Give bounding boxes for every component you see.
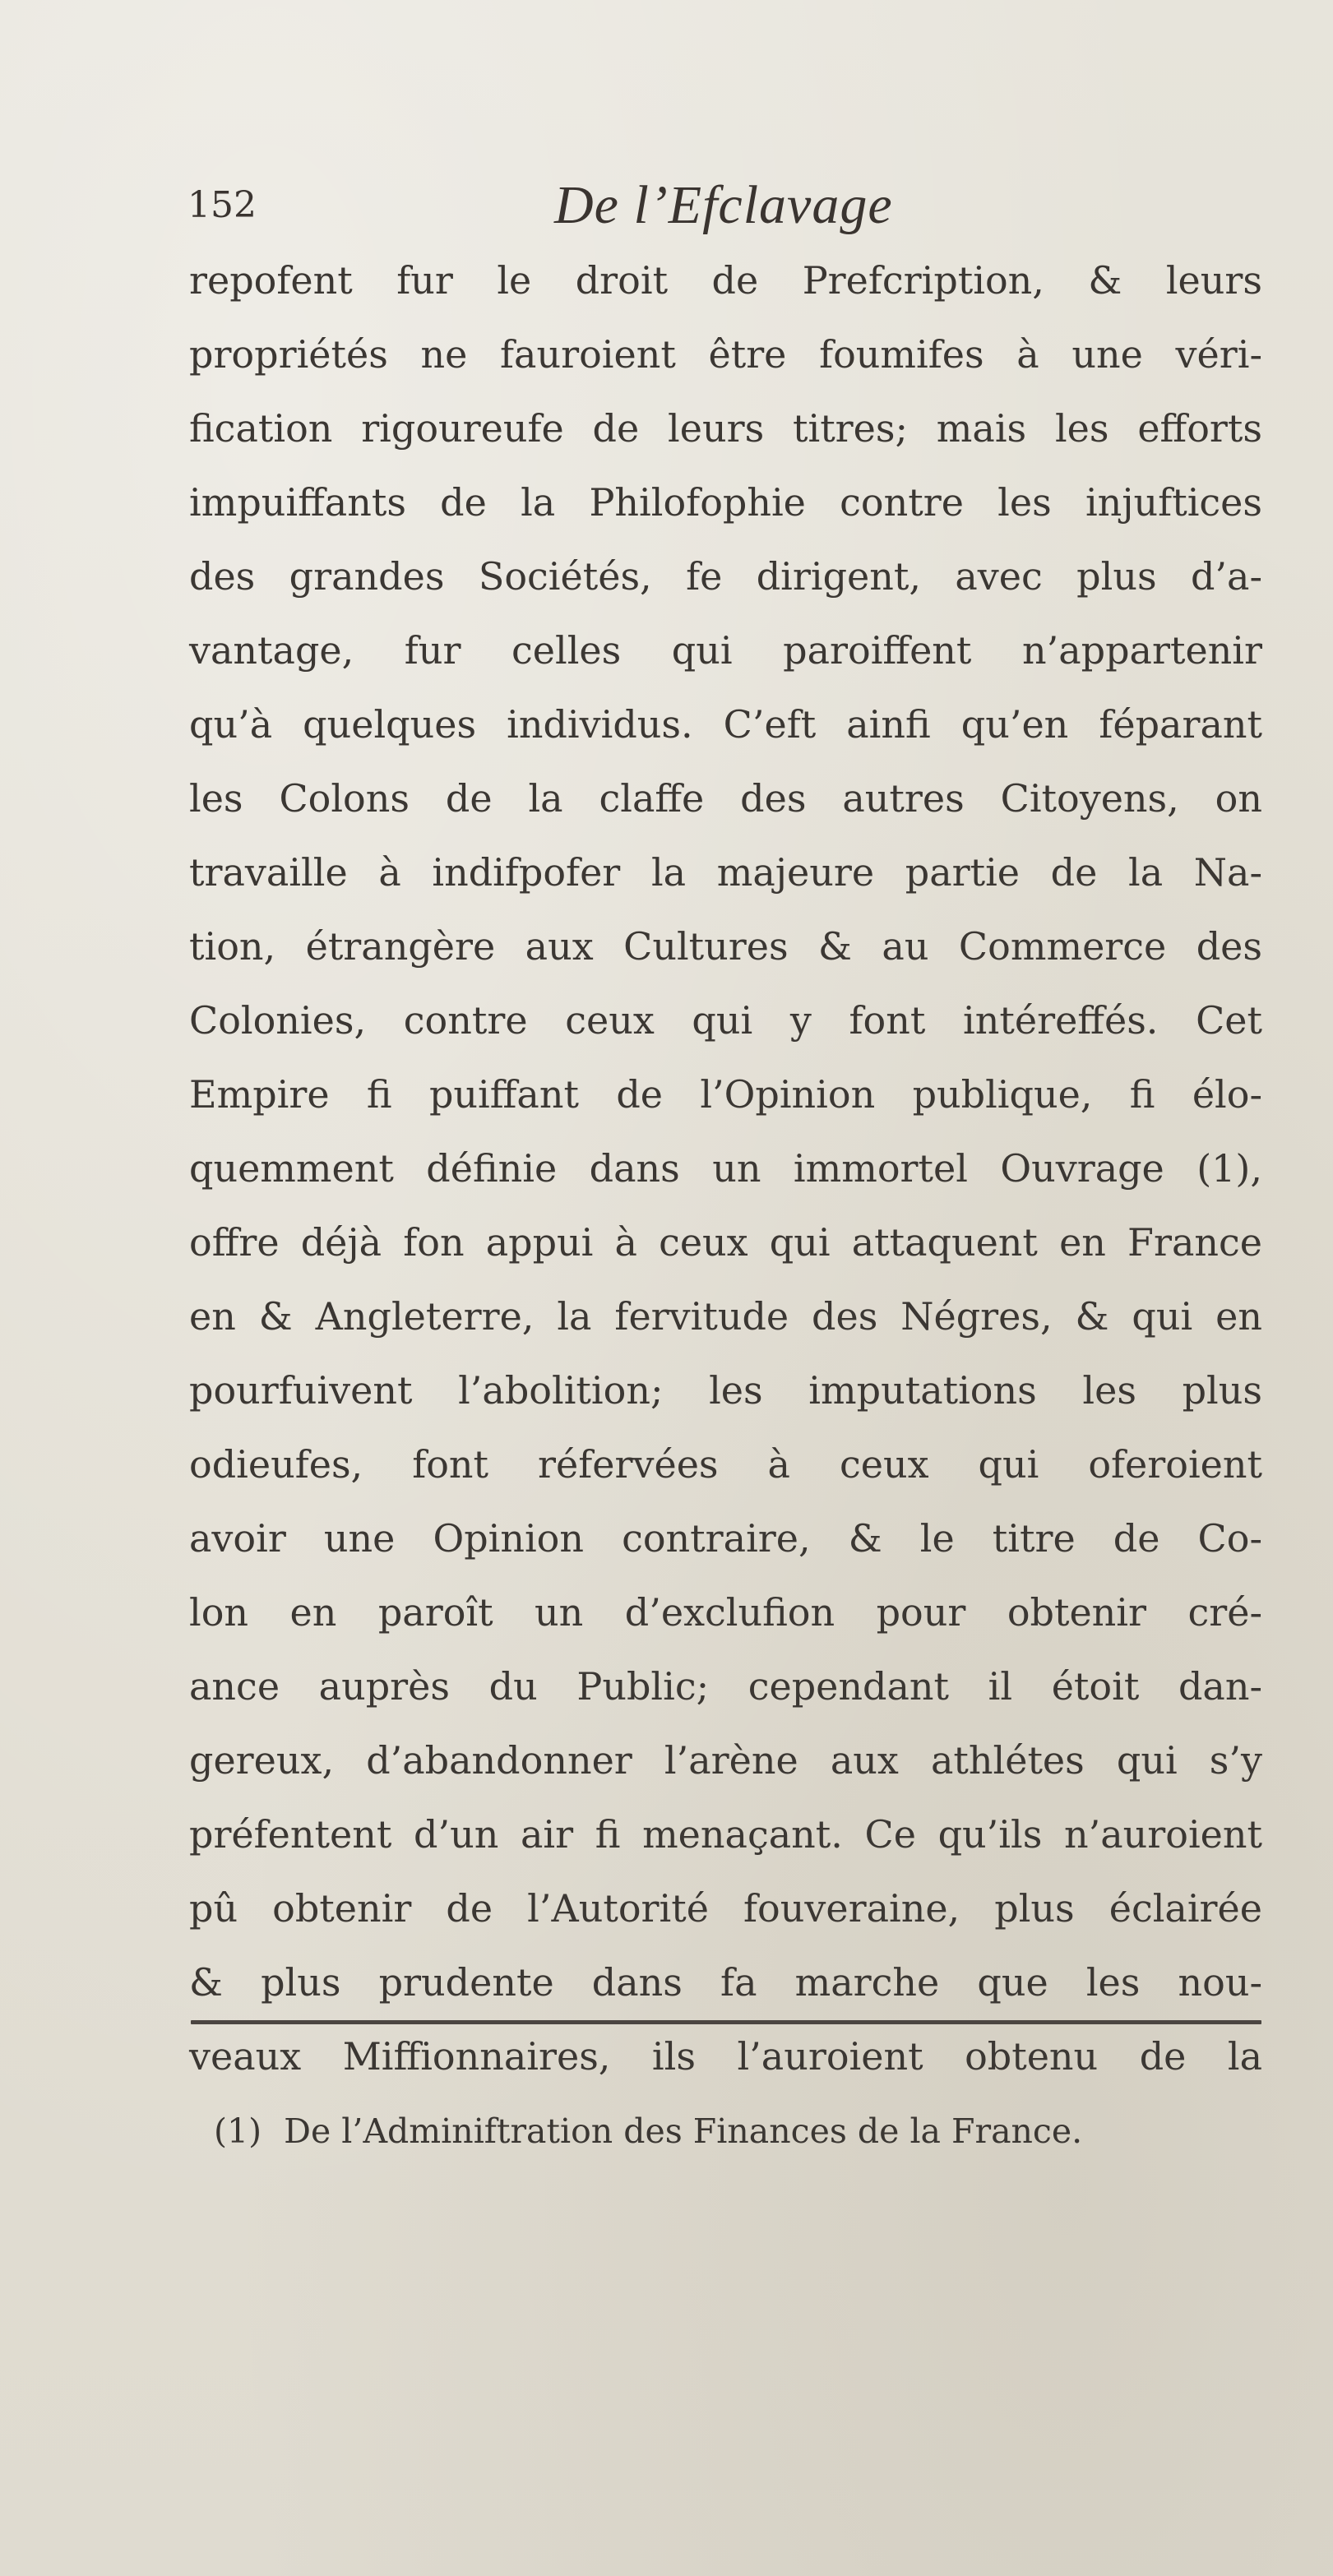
text-line: qu’à quelques individus. C’eft ainfi qu’en féparant <box>189 702 1262 747</box>
text-line: offre déjà fon appui à ceux qui attaquent en France <box>189 1220 1262 1265</box>
text-line: quemment définie dans un immortel Ouvrage (1), <box>189 1146 1262 1191</box>
text-line: pû obtenir de l’Autorité fouveraine, plus éclairée <box>189 1886 1262 1931</box>
text-line: propriétés ne fauroient être foumifes à une véri- <box>189 332 1262 377</box>
footnote <box>214 2098 1266 2164</box>
text-line: odieufes, font réfervées à ceux qui oferoient <box>189 1442 1262 1487</box>
text-line: avoir une Opinion contraire, & le titre de Co- <box>189 1516 1262 1561</box>
text-line: Colonies, contre ceux qui y font intéreffés. Cet <box>189 998 1262 1043</box>
footnote-marker: (1) <box>214 2111 262 2151</box>
text-line: les Colons de la claffe des autres Citoyens, on <box>189 776 1262 821</box>
text-line: en & Angleterre, la fervitude des Négres, & qui en <box>189 1294 1262 1339</box>
text-line: Empire fi puiffant de l’Opinion publique, fi élo- <box>189 1072 1262 1117</box>
text-line: travaille à indifpofer la majeure partie de la Na- <box>189 850 1262 895</box>
body-text <box>189 243 1262 2093</box>
page-number: 152 <box>187 184 257 226</box>
text-line: pourfuivent l’abolition; les imputations les plus <box>189 1368 1262 1413</box>
footnote-divider <box>191 2020 1261 2024</box>
text-line: gereux, d’abandonner l’arène aux athlétes qui s’y <box>189 1738 1262 1783</box>
text-line: repofent fur le droit de Prefcription, & leurs <box>189 258 1262 303</box>
text-line: préfentent d’un air fi menaçant. Ce qu’ils n’auroient <box>189 1812 1262 1857</box>
text-line: impuiffants de la Philofophie contre les injuftices <box>189 480 1262 525</box>
text-line: tion, étrangère aux Cultures & au Commerce des <box>189 924 1262 969</box>
text-line: fication rigoureufe de leurs titres; mais les efforts <box>189 406 1262 451</box>
footnote-text: De l’Adminiftration des Finances de la France. <box>284 2111 1083 2151</box>
text-line: & plus prudente dans fa marche que les nou- <box>189 1960 1262 2005</box>
text-line: des grandes Sociétés, fe dirigent, avec plus d’a- <box>189 554 1262 599</box>
text-line: lon en paroît un d’exclufion pour obtenir cré- <box>189 1590 1262 1635</box>
text-line: veaux Miffionnaires, ils l’auroient obtenu de la <box>189 2034 1262 2079</box>
page-header <box>187 169 1298 243</box>
text-line: ance auprès du Public; cependant il étoit dan- <box>189 1664 1262 1709</box>
running-title: De l’Efclavage <box>554 175 893 235</box>
text-line: vantage, fur celles qui paroiffent n’appartenir <box>189 628 1262 673</box>
